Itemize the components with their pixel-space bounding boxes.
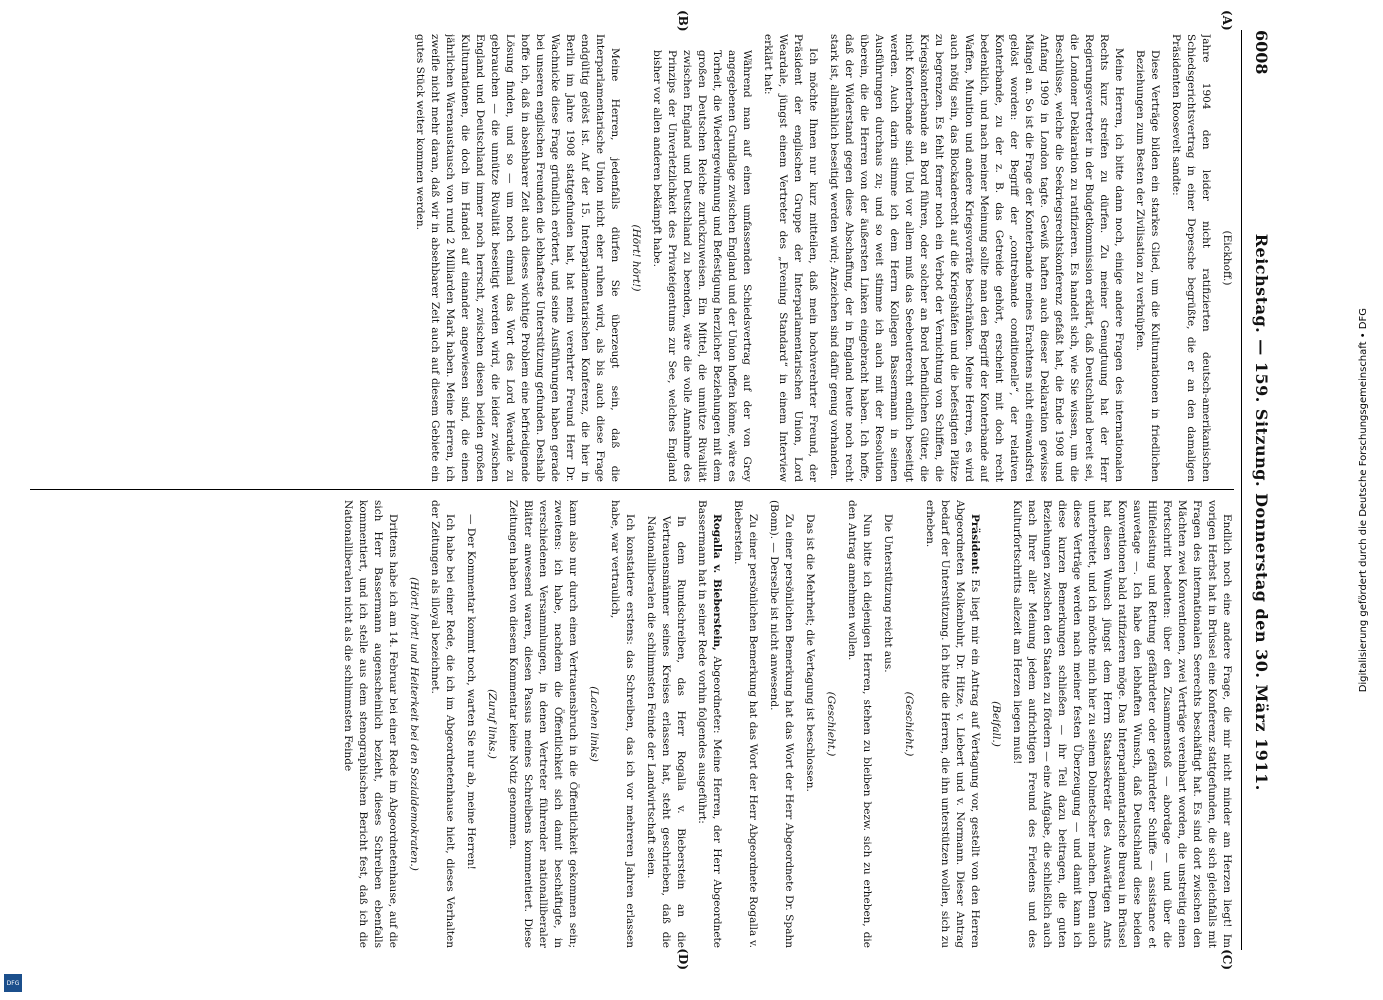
right-column xyxy=(30,500,1234,948)
margin-marker-a: (A) xyxy=(1220,10,1234,31)
speaker-continuation: (Eickhoff.) xyxy=(1221,230,1233,286)
paragraph: Meine Herren, jedenfalls dürfen Sie überzeugt sein, daß die Interparlamentarische Union nicht eher ruhen wird, als bis auch diese Frage endgültig gelöst ist. Auf der 15. Interparlamentarischen Konferenz, die hier in Berlin im Jahre 1908 stattgefunden hat, hat mein verehrter Freund Herr Dr. Wachnicke diese Frage gründlich erörtert, und seine Ausführungen haben gerade bei unseren englischen Freunden die lebhafteste Unterstützung gefunden. Deshalb hoffe ich, daß in absehbarer Zeit auch dieses wichtige Problem eine befriedigende Lösung finden, und so — um noch einmal das Wort des Lord Weardale zu gebrauchen — die unnütze Rivalität beseitigt werden wird, die leider zwischen England und Deutschland immer noch herrscht, zwischen diesen beiden großen Kulturnationen, die doch im Handel auf einander angewiesen sind, die einen jährlichen Warenaustausch von rund 2 Milliarden Mark haben. Meine Herren, ich zweifle nicht mehr daran, daß wir in absehbarer Zeit auch auf diesem Gebiete ein gutes Stück weiter kommen werden. xyxy=(414,34,621,482)
margin-marker-b: (B) xyxy=(676,10,690,32)
speaker-name: Präsident: xyxy=(969,514,981,575)
margin-marker-c: (C) xyxy=(1220,949,1234,970)
column-divider xyxy=(30,489,1234,490)
paragraph: Zu einer persönlichen Bemerkung hat das Wort der Herr Abgeordnete Dr. Spahn (Bonn). — Derselbe ist nicht anwesend. xyxy=(768,500,795,948)
paragraph: Ich konstatiere erstens: das Schreiben, das ich vor mehreren Jahren erlassen habe, war vertraulich, xyxy=(609,500,636,948)
stage-direction: (Geschieht.) xyxy=(903,691,915,757)
paragraph xyxy=(694,500,724,948)
margin-marker-d: (D) xyxy=(676,948,690,970)
stage-direction: (Geschieht.) xyxy=(825,691,837,757)
paragraph: Drittens habe ich am 14. Februar bei einer Rede im Abgeordnetenhause, auf die sich Herr Bassermann augenscheinlich bezieht, dieses Schreiben ebenfalls kommentiert, und ich stelle aus dem stenographischen Bericht fest, daß ich die Nationalliberalen nicht als die schlimmsten Feinde xyxy=(342,500,399,948)
stage-direction: (Hört! hört!) xyxy=(630,224,642,292)
quotation: In dem Rundschreiben, das Herr Rogalla v. Bieberstein an die Vertrauensmänner seines Kreises erlassen hat, steht geschrieben, daß die Nationalliberalen die schlimmsten Feinde der Landwirtschaft seien. xyxy=(645,516,687,948)
page-header xyxy=(1244,30,1280,950)
quotation: Während man auf einen umfassenden Schiedsvertrag auf der von Grey angegebenen Grundlage zwischen England und der Union hoffen könne, wäre es Torheit, die Wiedergewinnung und Befestigung herzlicher Beziehungen mit dem großen Deutschen Reiche zurückzuweisen. Ein Mittel, die unnütze Rivalität zwischen England und Deutschland zu beenden, wäre die volle Annahme des Prinzips der Unverletzlichkeit des Privateigentums zur See, welches England bisher vor allen anderen bekämpft habe. xyxy=(651,50,753,482)
credit-text: Digitalisierung gefördert durch die Deutsche Forschungsgemeinschaft • DFG xyxy=(1357,307,1369,693)
quotation: Diese Verträge bilden ein starkes Glied, um die Kulturnationen in friedlichen Beziehungen zum Besten der Zivilisation zu verknüpfen. xyxy=(1134,50,1161,482)
paragraph: Die Unterstützung reicht aus. xyxy=(882,514,894,673)
header-rule xyxy=(1241,30,1242,950)
stage-direction: (Beifall.) xyxy=(990,701,1002,747)
speaker-name: Rogalla v. Bieberstein, xyxy=(711,514,723,651)
page-number: 6008 xyxy=(1252,30,1272,75)
paragraph: Jahre 1904 den leider nicht ratifizierten deutsch-amerikanischen Schiedsgerichtsvertrag in einer Depesche begrüßte, die er an den damaligen Präsidenten Roosevelt sandte: xyxy=(1170,34,1212,482)
stage-direction: (Lachen links) xyxy=(588,686,600,762)
dfg-logo: DFG xyxy=(4,974,22,992)
paragraph xyxy=(922,500,982,948)
paragraph: Das ist die Mehrheit; die Vertagung ist beschlossen. xyxy=(804,514,816,792)
paragraph: Ich habe bei einer Rede, die ich im Abgeordnetenhause hielt, dieses Verhalten der Zeitungen als illoyal bezeichnet. xyxy=(429,500,456,948)
stage-direction: (Hört! hört! und Heiterkeit bei den Sozialdemokraten.) xyxy=(408,577,420,871)
paragraph: kann also nur durch einen Vertrauensbruch in die Öffentlichkeit gekommen sein; zweitens: ich habe, nachdem die Öffentlichkeit sich damit beschäftigte, in verschiedenen Versammlungen, in denen Vertreter führender nationalliberaler Blätter anwesend waren, diesen Passus meines Schreibens kommentiert. Diese Zeitungen haben von diesem Kommentar keine Notiz genommen. xyxy=(507,500,579,948)
paragraph: Ich möchte Ihnen nur kurz mitteilen, daß mein hochverehrter Freund, der Präsident der englischen Gruppe der Interparlamentarischen Union, Lord Weardale, jüngst einem Vertreter des „Evening Standard“ in einem Interview erklärt hat: xyxy=(762,34,819,482)
digitization-credit xyxy=(1353,30,1373,970)
paragraph: Endlich noch eine andere Frage, die mir nicht minder am Herzen liegt! Im vorigen Herbst hat in Brüssel eine Konferenz stattgefunden, die sich gleichfalls mit Fragen des internationalen Seerechts beschäftigt hat. Es sind dort zwischen den Mächten zwei Konventionen, zwei Verträge vereinbart worden, die unstreitig einen Fortschritt bedeuten: über den Zusammenstoß — abordage — und über die Hilfeleistung und Rettung gefährdeter oder gefährdeter Schiffe — assistance et sauvetage —. Ich habe den lebhaften Wunsch, daß Deutschland diese beiden Konventionen bald ratifizieren möge. Das Interparlamentarische Bureau in Brüssel hat diesen Wunsch jüngst dem Herrn Staatssekretär des Auswärtigen Amts unterbreitet, und ich möchte mich hier zu seinem Dolmetscher machen. Denn auch diese Verträge werden nach meiner festen Überzeugung — und damit kann ich diese kurzen Bemerkungen schließen — ihr Teil dazu beitragen, die guten Beziehungen zwischen den Staaten zu fördern — eine Aufgabe, die schließlich auch nach Ihrer aller Meinung jedem aufrichtigen Freund des Friedens und des Kulturfortschritts allezeit am Herzen liegen muß! xyxy=(1011,500,1233,948)
running-head: Reichstag. — 159. Sitzung. Donnerstag den 30. März 1911. xyxy=(1252,233,1272,791)
paragraph: — Der Kommentar kommt noch, warten Sie nur ab, meine Herren! xyxy=(465,514,477,870)
speech-text: Es liegt mir ein Antrag auf Vertagung vor, gestellt von den Herren Abgeordneten Molkenbuhr, Dr. Hitze, v. Liebert und v. Normann. Dieser Antrag bedarf der Unterstützung. Ich bitte die Herren, die ihn unterstützen wollen, sich zu erheben. xyxy=(924,500,981,948)
paragraph: Meine Herren, ich bitte dann noch, einige andere Fragen des internationalen Rechts kurz streifen zu dürfen. Zu meiner Genugtuung hat der Herr Regierungsvertreter in der Budgetkommission erklärt, daß Deutschland bereit sei, die Londoner Deklaration zu ratifizieren. Es handelt sich, wie Sie wissen, um die Beschlüsse, welche die Seekriegsrechtskonferenz gefaßt hat, die Ende 1908 und Anfang 1909 in London tagte. Gewiß haften auch dieser Deklaration gewisse Mängel an. So ist die Frage der Konterbande meines Erachtens nicht einwandsfrei gelöst worden: der Begriff der „contrebande conditionelle“, der relativen Konterbande, zu der z. B. das Getreide gehört, erscheint mit doch recht bedenklich, und nach meiner Meinung sollte man den Begriff der Konterbande auf Waffen, Munition und andere Kriegsvorräte beschränken. Meine Herren, es wird auch nötig sein, das Blockaderecht auf die Kriegshäfen und die befestigten Plätze zu begrenzen. Es fehlt ferner noch ein Verbot der Vernichtung von Schiffen, die Kriegskonterbande an Bord führen, oder solcher an Bord befindlichen Güter, die nicht Konterbande sind. Und vor allem muß das Seebeuterecht endlich beseitigt werden. Auch darin stimme ich dem Herrn Kollegen Bassermann in seinen Ausführungen durchaus zu; und so weit stimme ich auch mit der Resolution überein, die die Herren von der äußersten Linken eingebracht haben. Ich hoffe, daß der Widerstand gegen diese Abschaffung, der in England heute noch recht stark ist, allmählich beseitigt werden wird; Anzeichen sind dafür genug vorhanden. xyxy=(828,34,1125,482)
paragraph: Zu einer persönlichen Bemerkung hat das Wort der Herr Abgeordnete Rogalla v. Bieberstein. xyxy=(732,500,759,948)
left-column xyxy=(30,34,1234,482)
paragraph: Nun bitte ich diejenigen Herren, stehen zu bleiben bezw. sich zu erheben, die den Antrag annehmen wollen. xyxy=(846,500,873,948)
speech-text: Abgeordneter: Meine Herren, der Herr Abgeordnete Bassermann hat in seiner Rede vorhin folgendes ausgeführt: xyxy=(696,500,723,948)
stage-direction: (Zuruf links.) xyxy=(486,689,498,759)
